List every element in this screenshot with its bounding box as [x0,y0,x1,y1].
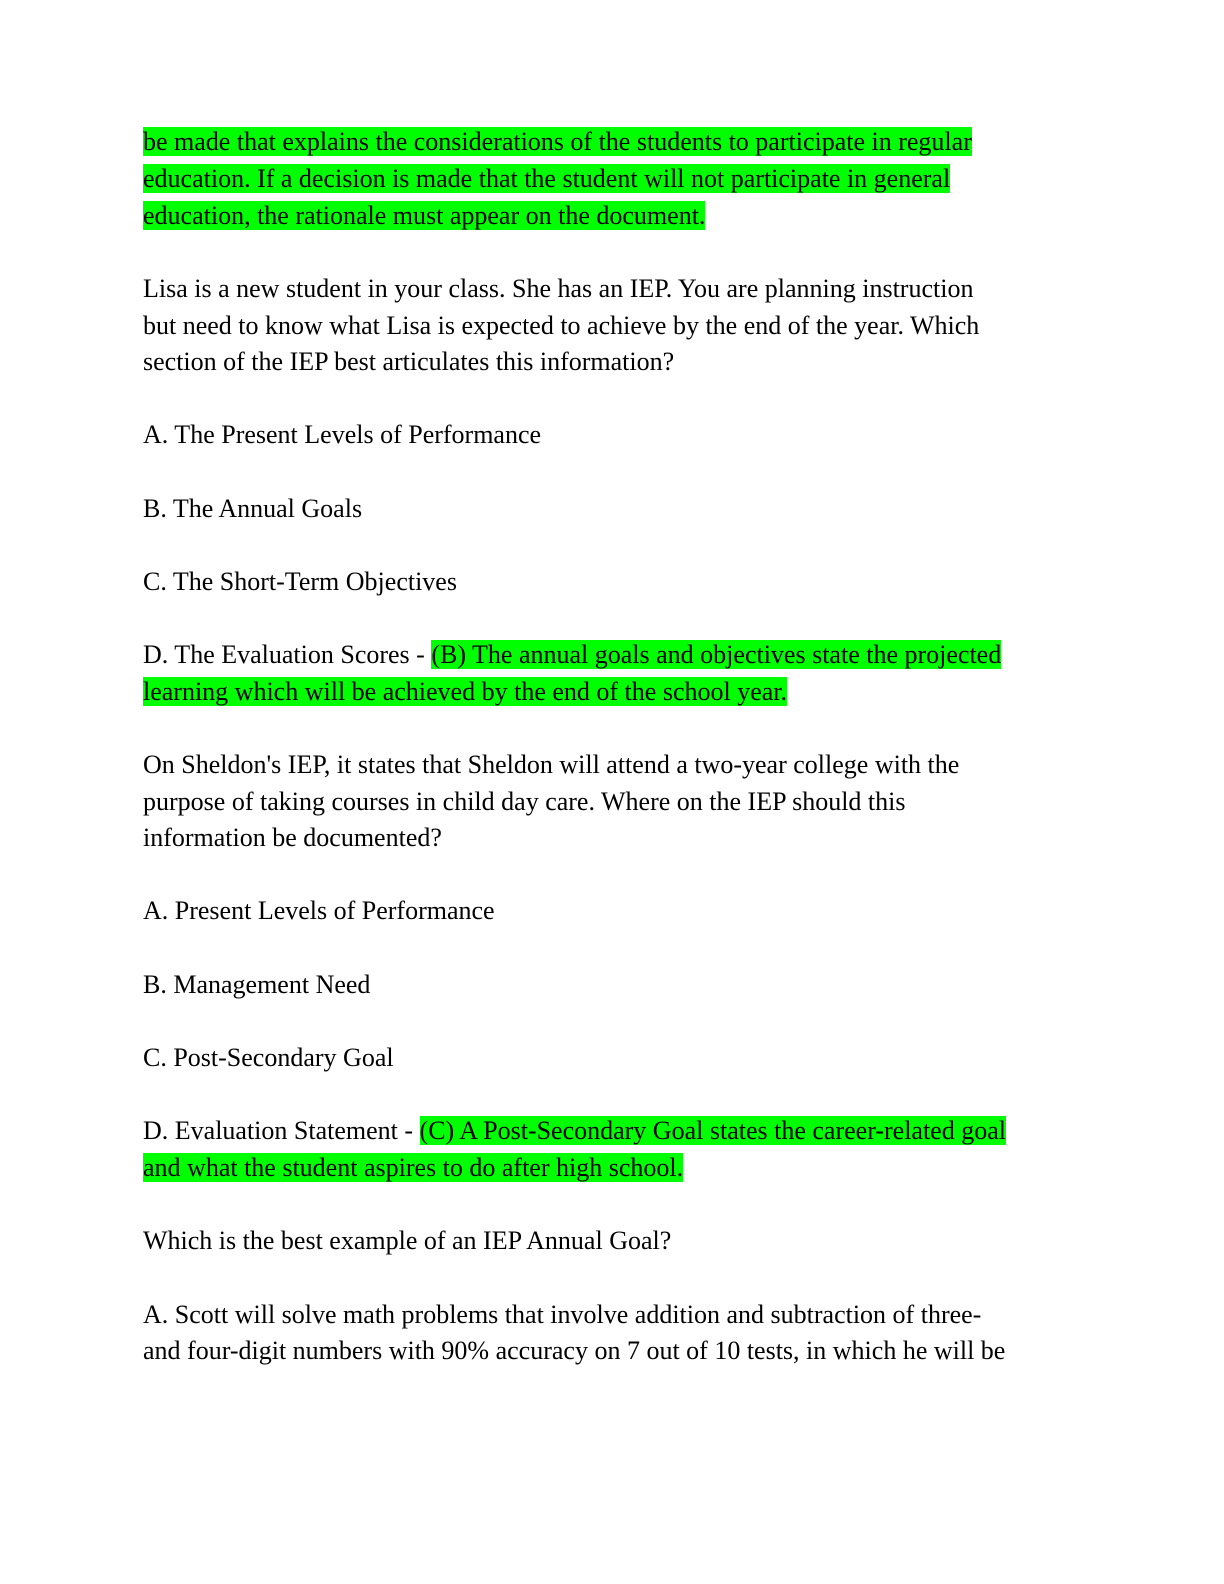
answer-text-line: and what the student aspires to do after high school. [143,1153,684,1182]
option-a-continued: and four-digit numbers with 90% accuracy on 7 out of 10 tests, in which he will be [143,1336,1006,1365]
option-d [143,636,1001,673]
answer-text-line: education. If a decision is made that the student will not participate in general [143,164,951,193]
question-text-line: but need to know what Lisa is expected to achieve by the end of the year. Which [143,311,980,340]
answer-explanation: (B) The annual goals and objectives state the projected [431,640,1002,669]
answer-text-line: education, the rationale must appear on the document. [143,201,706,230]
option-d-label: D. Evaluation Statement - [143,1116,420,1145]
question-text-line: purpose of taking courses in child day care. Where on the IEP should this [143,787,906,816]
option-b: B. Management Need [143,970,371,999]
question-text-line: section of the IEP best articulates this information? [143,347,675,376]
option-c: C. Post-Secondary Goal [143,1043,394,1072]
option-c: C. The Short-Term Objectives [143,567,457,596]
answer-text-line: learning which will be achieved by the end of the school year. [143,677,788,706]
question-text-line: information be documented? [143,823,442,852]
option-a: A. Scott will solve math problems that involve addition and subtraction of three- [143,1300,982,1329]
question-text-line: Lisa is a new student in your class. She has an IEP. You are planning instruction [143,274,974,303]
answer-text-line: be made that explains the considerations of the students to participate in regular [143,127,972,156]
option-d-label: D. The Evaluation Scores - [143,640,432,669]
answer-explanation: (C) A Post-Secondary Goal states the career-related goal [419,1116,1006,1145]
option-d [143,1112,1006,1149]
option-a: A. Present Levels of Performance [143,896,495,925]
option-b: B. The Annual Goals [143,494,363,523]
question-text-line: Which is the best example of an IEP Annual Goal? [143,1226,672,1255]
option-a: A. The Present Levels of Performance [143,420,542,449]
question-text-line: On Sheldon's IEP, it states that Sheldon will attend a two-year college with the [143,750,960,779]
